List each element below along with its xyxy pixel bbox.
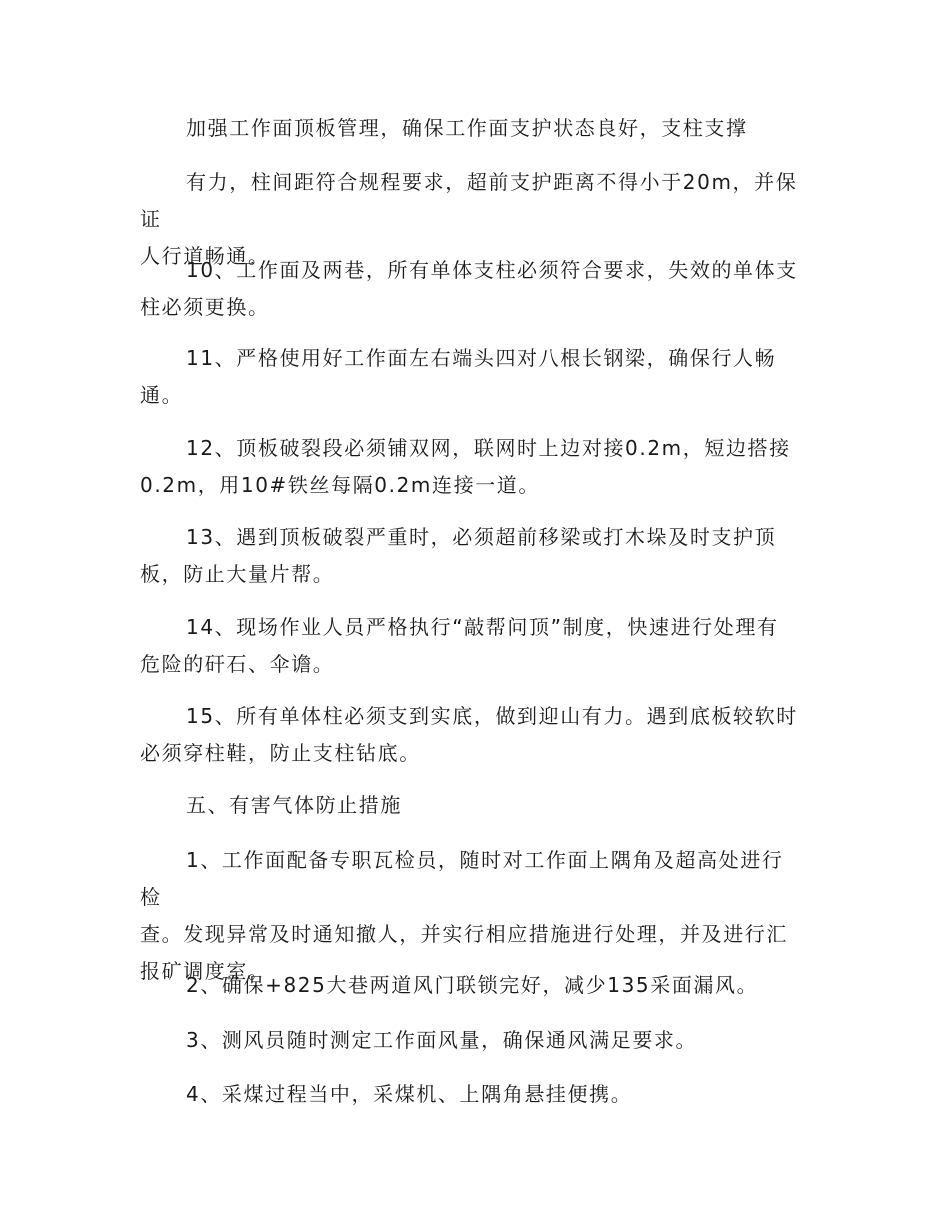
- paragraph-line: 11、严格使用好工作面左右端头四对八根长钢梁，确保行人畅: [186, 346, 777, 370]
- paragraph-1: [140, 110, 800, 147]
- paragraph-line: 危险的矸石、伞谵。: [140, 652, 335, 676]
- paragraph-line: 加强工作面顶板管理，确保工作面支护状态良好，支柱支撑: [186, 116, 748, 140]
- paragraph-line: 4、采煤过程当中，采煤机、上隅角悬挂便携。: [186, 1082, 633, 1106]
- paragraph-line: 12、顶板破裂段必须铺双网，联网时上边对接0.2m，短边搭接: [186, 436, 791, 460]
- paragraph-line: 13、遇到顶板破裂严重时，必须超前移梁或打木垛及时支护顶: [186, 525, 777, 549]
- paragraph-line: 报矿调度室。: [140, 959, 270, 983]
- paragraph-line: 3、测风员随时测定工作面风量，确保通风满足要求。: [186, 1028, 698, 1052]
- paragraph-6: [140, 519, 800, 593]
- paragraph-line: 15、所有单体柱必须支到实底，做到迎山有力。遇到底板较软时: [186, 704, 798, 728]
- paragraph-line: 柱必须更换。: [140, 295, 270, 319]
- paragraph-11: [140, 1022, 800, 1059]
- paragraph-4: [140, 340, 800, 414]
- paragraph-8: [140, 698, 800, 772]
- paragraph-line: 14、现场作业人员严格执行“敲帮问顶”制度，快速进行处理有: [186, 615, 779, 639]
- paragraph-line: 五、有害气体防止措施: [186, 793, 402, 817]
- paragraph-line: 人行道畅通。: [140, 244, 270, 268]
- paragraph-12: [140, 1076, 800, 1113]
- paragraph-line: 查。发现异常及时通知撤人，并实行相应措施进行处理，并及进行汇: [140, 922, 788, 946]
- paragraph-7: [140, 609, 800, 683]
- paragraph-line: 1、工作面配备专职瓦检员，随时对工作面上隅角及超高处进行检: [140, 848, 784, 909]
- paragraph-10: [140, 967, 800, 1004]
- paragraph-3: [140, 252, 800, 326]
- paragraph-line: 2、确保+825大巷两道风门联锁完好，减少135采面漏风。: [186, 973, 759, 997]
- paragraph-line: 板，防止大量片帮。: [140, 562, 335, 586]
- paragraph-line: 10、工作面及两巷，所有单体支柱必须符合要求，失效的单体支: [186, 258, 798, 282]
- paragraph-line: 必须穿柱鞋，防止支柱钻底。: [140, 741, 421, 765]
- paragraph-line: 通。: [140, 383, 184, 407]
- section-heading: [140, 787, 800, 824]
- paragraph-line: 有力，柱间距符合规程要求，超前支护距离不得小于20m，并保证: [140, 170, 798, 231]
- paragraph-5: [140, 430, 800, 504]
- paragraph-line: 0.2m，用10#铁丝每隔0.2m连接一道。: [140, 473, 540, 497]
